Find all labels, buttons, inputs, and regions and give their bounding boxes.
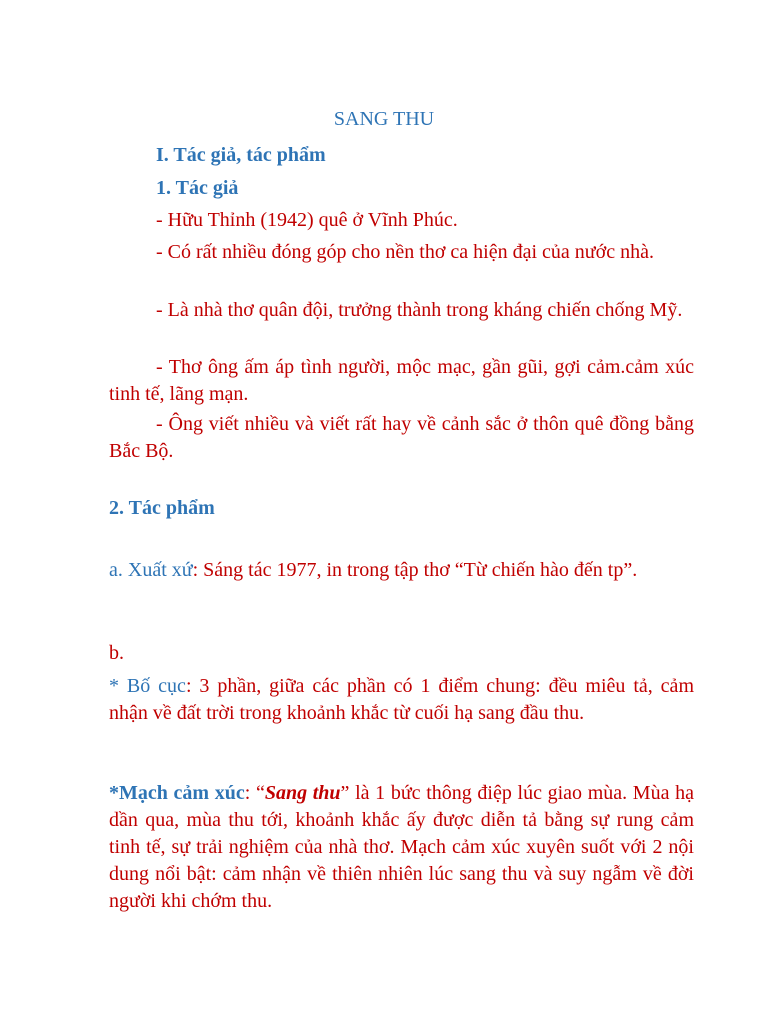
emotion-text-before: : “ [244, 782, 265, 804]
layout-text: : 3 phần, giữa các phần có 1 điểm chung: đều miêu tả, cảm nhận về đất trời trong khoảnh khắc từ cuối hạ sang đầu thu. [109, 675, 694, 724]
author-line-1: - Hữu Thỉnh (1942) quê ở Vĩnh Phúc. [156, 209, 458, 231]
document-title: SANG THU [333, 108, 435, 130]
layout-paragraph [109, 673, 694, 727]
author-line-4: - Thơ ông ấm áp tình người, mộc mạc, gần gũi, gợi cảm.cảm xúc tinh tế, lãng mạn. [109, 356, 694, 405]
emotion-paragraph [109, 780, 694, 915]
origin-label: a. Xuất xứ [109, 559, 193, 581]
subheading-author: 1. Tác giả [156, 177, 239, 199]
emotion-text-after: ” là 1 bức thông điệp lúc giao mùa. Mùa hạ dần qua, mùa thu tới, khoảnh khắc ấy được diễn tả bằng sự rung cảm tinh tế, sự trải nghiệm của nhà thơ. Mạch cảm xúc xuyên suốt với 2 nội dung nổi bật: cảm nhận về thiên nhiên lúc sang thu và suy ngẫm về đời người khi chớm thu. [109, 782, 694, 912]
origin-text: : Sáng tác 1977, in trong tập thơ “Từ chiến hào đến tp”. [192, 559, 638, 581]
emotion-label: *Mạch cảm xúc [109, 782, 245, 804]
author-line-2: - Có rất nhiều đóng góp cho nền thơ ca hiện đại của nước nhà. [156, 241, 654, 263]
origin-paragraph [109, 557, 694, 584]
subheading-work: 2. Tác phẩm [109, 497, 215, 519]
layout-label: * Bố cục [109, 675, 186, 697]
poem-title: Sang thu [264, 782, 341, 804]
b-label: b. [109, 642, 124, 664]
author-line-5: - Ông viết nhiều và viết rất hay về cảnh sắc ở thôn quê đồng bằng Bắc Bộ. [109, 413, 694, 462]
section-heading-author-work: I. Tác giả, tác phẩm [156, 144, 326, 166]
author-line-3: - Là nhà thơ quân đội, trưởng thành trong kháng chiến chống Mỹ. [156, 299, 683, 321]
